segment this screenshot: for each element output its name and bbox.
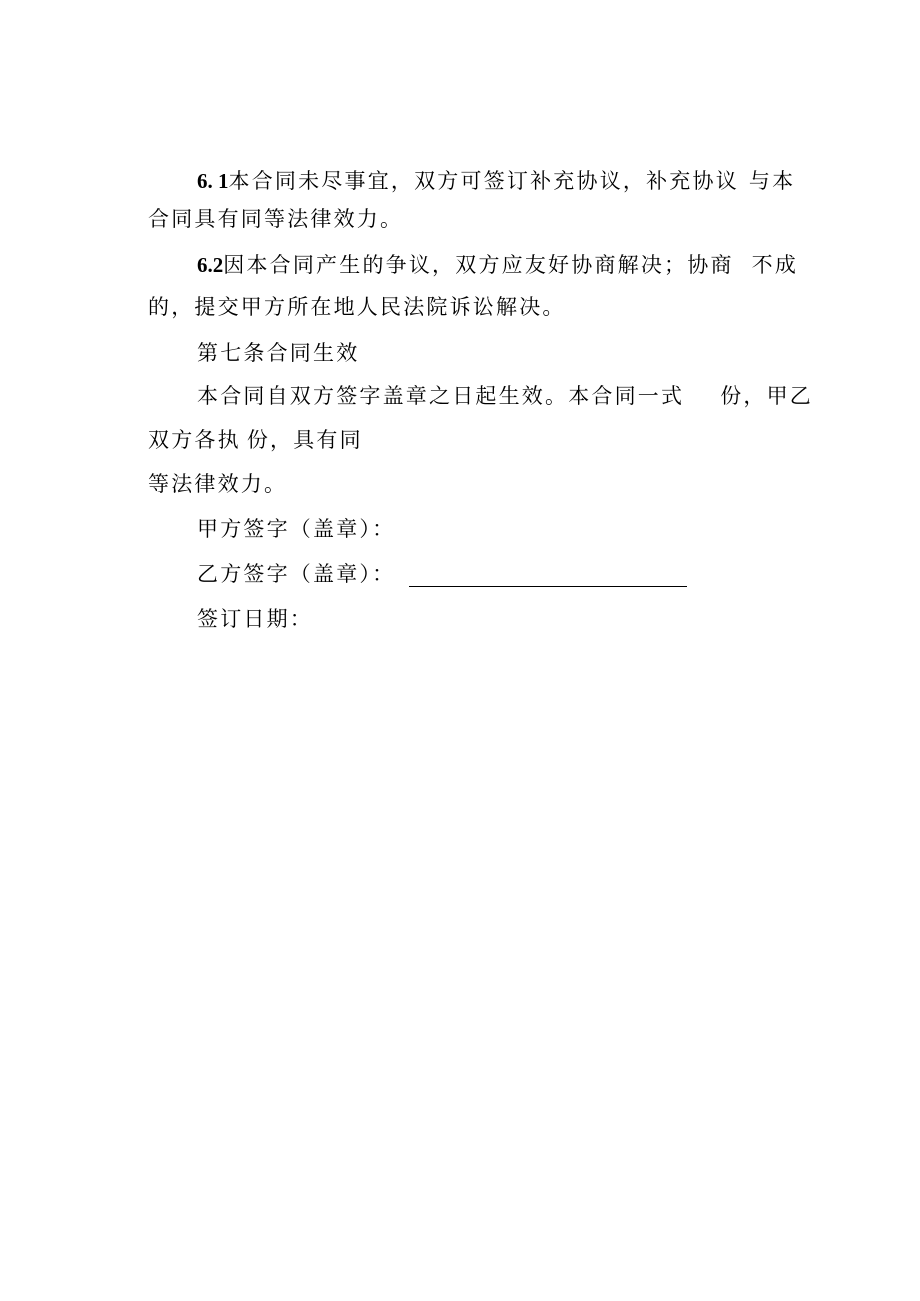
party-a-signature-label: 甲方签字（盖章）：	[197, 517, 396, 541]
party-b-signature-blank[interactable]	[409, 564, 687, 587]
party-b-signature-label: 乙方签字（盖章）：	[197, 562, 396, 586]
clause-6-2-text-a: 因本合同产生的争议，双方应友好协商解决；协商	[223, 253, 734, 277]
clause-6-2-line-1	[197, 251, 798, 279]
clause-6-2-number: 6.2	[197, 253, 224, 277]
clause-6-2-text-b: 不成	[751, 253, 799, 277]
clause-6-2-line-2: 的，提交甲方所在地人民法院诉讼解决。	[148, 295, 566, 319]
article-7-text-b: 份，甲乙	[720, 384, 814, 408]
clause-6-1-text-a: 本合同未尽事宜，双方可签订补充协议，补充协议	[228, 169, 739, 193]
clause-6-1-number: 6. 1	[197, 169, 229, 193]
clause-6-1-line-2: 合同具有同等法律效力。	[148, 207, 404, 231]
article-7-line-2	[148, 426, 363, 454]
clause-6-1-text-b: 与本	[748, 169, 796, 193]
article-7-text-c: 双方各执	[148, 428, 241, 452]
signing-date-label: 签订日期：	[197, 607, 313, 631]
article-7-line-3: 等法律效力。	[148, 472, 288, 496]
article-7-heading: 第七条合同生效	[197, 341, 360, 365]
article-7-text-a: 本合同自双方签字盖章之日起生效。本合同一式	[197, 384, 685, 408]
clause-6-1-line-1	[197, 167, 795, 195]
party-b-signature-row	[197, 560, 687, 588]
article-7-text-d: 份，具有同	[246, 428, 363, 452]
article-7-line-1	[197, 382, 813, 410]
